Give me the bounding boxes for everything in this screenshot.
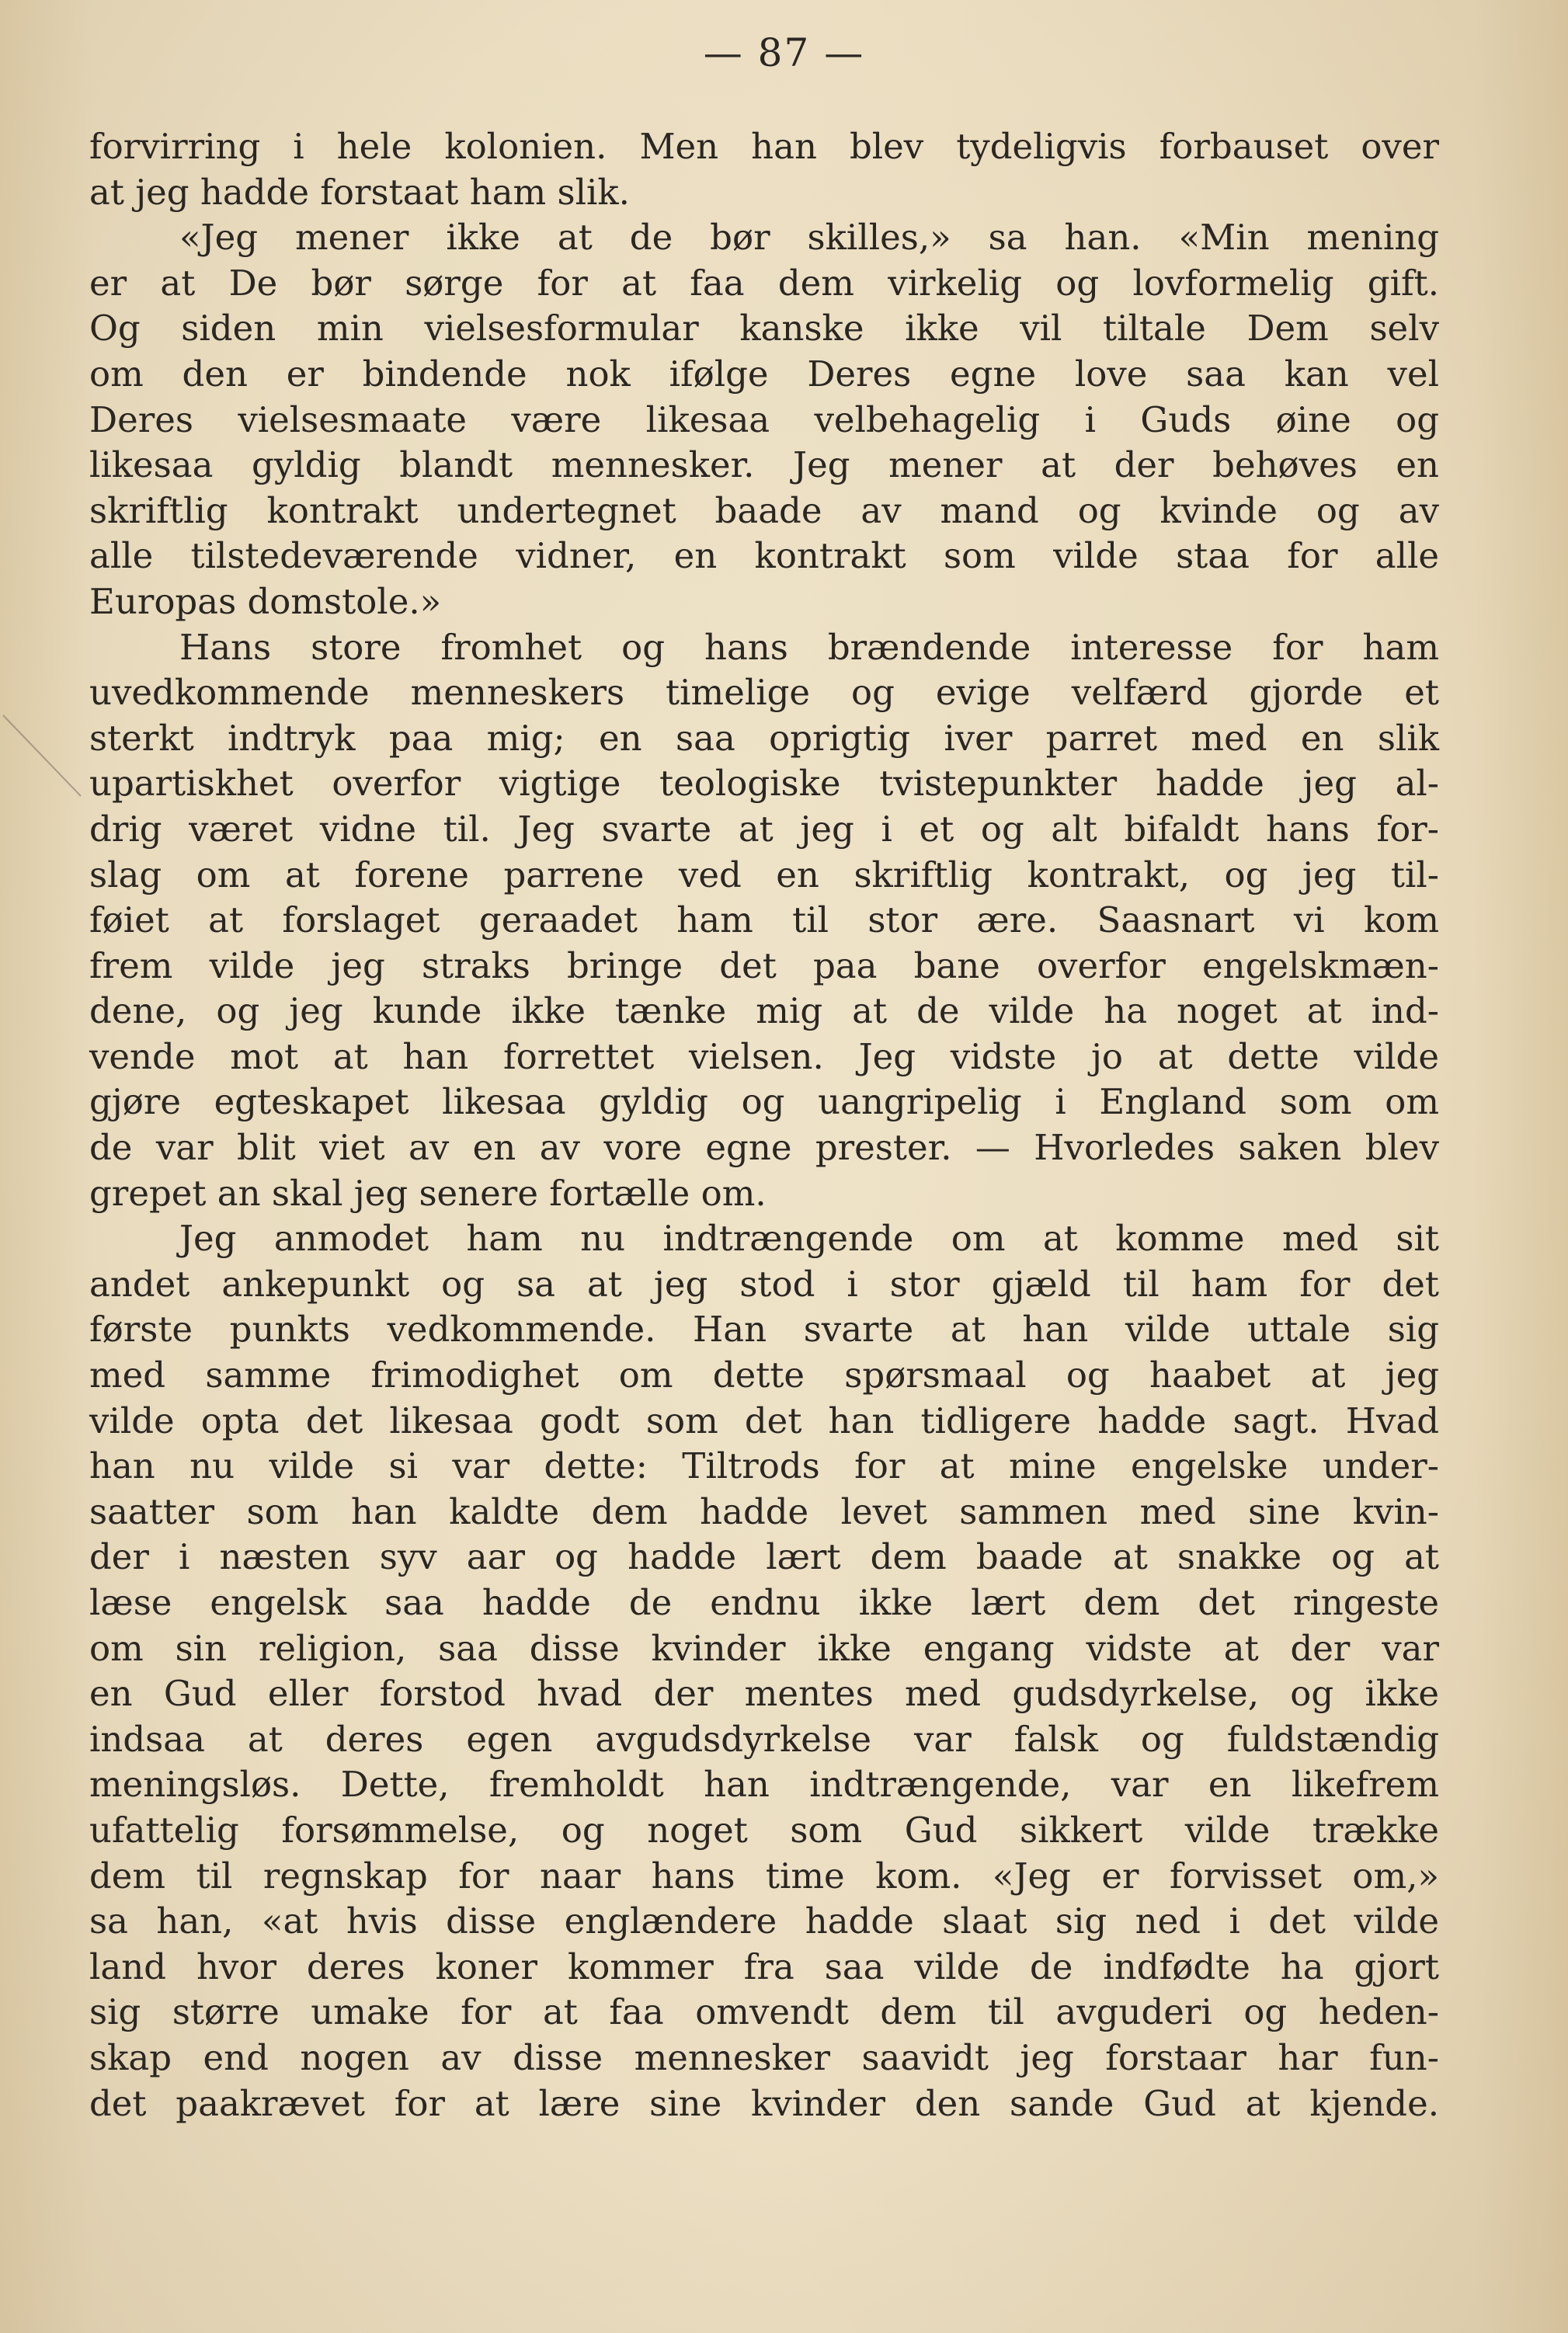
text-line: alle tilstedeværende vidner, en kontrakt som vilde staa for alle [89,535,1439,577]
text-line: gjøre egteskapet likesaa gyldig og uangripelig i England som om [89,1081,1439,1123]
text-line: andet ankepunkt og sa at jeg stod i stor gjæld til ham for det [89,1263,1439,1305]
text-line: vilde opta det likesaa godt som det han tidligere hadde sagt. Hvad [89,1399,1439,1441]
text-line: meningsløs. Dette, fremholdt han indtrængende, var en likefrem [89,1764,1439,1806]
text-line: land hvor deres koner kommer fra saa vilde de indfødte ha gjort [89,1945,1439,1987]
text-line: saatter som han kaldte dem hadde levet sammen med sine kvin- [89,1490,1439,1532]
text-line: slag om at forene parrene ved en skriftlig kontrakt, og jeg til- [89,854,1439,895]
text-line: han nu vilde si var dette: Tiltrods for at mine engelske under- [89,1445,1439,1487]
text-line: grepet an skal jeg senere fortælle om. [89,1172,767,1214]
text-line: sig større umake for at faa omvendt dem til avguderi og heden- [89,1991,1439,2033]
text-line: det paakrævet for at lære sine kvinder den sande Gud at kjende. [89,2082,1439,2124]
text-line: uvedkommende menneskers timelige og evige velfærd gjorde et [89,672,1439,714]
text-line: at jeg hadde forstaat ham slik. [89,171,630,213]
text-line: sa han, «at hvis disse englændere hadde slaat sig ned i det vilde [89,1900,1439,1942]
text-line: Deres vielsesmaate være likesaa velbehagelig i Guds øine og [89,398,1439,440]
text-line: skriftlig kontrakt undertegnet baade av mand og kvinde og av [89,489,1439,531]
text-line: Og siden min vielsesformular kanske ikke vil tiltale Dem selv [89,308,1439,349]
text-line: de var blit viet av en av vore egne prester. — Hvorledes saken blev [89,1127,1439,1169]
text-line: med samme frimodighet om dette spørsmaal og haabet at jeg [89,1354,1439,1396]
text-line: dem til regnskap for naar hans time kom. «Jeg er forvisset om,» [89,1855,1439,1897]
text-line: dene, og jeg kunde ikke tænke mig at de vilde ha noget at ind- [89,990,1439,1032]
text-line: læse engelsk saa hadde de endnu ikke lært dem det ringeste [89,1582,1439,1623]
text-line: Hans store fromhet og hans brændende interesse for ham [179,626,1439,668]
body-text [89,124,1439,2126]
text-line: vende mot at han forrettet vielsen. Jeg vidste jo at dette vilde [89,1035,1439,1077]
text-line: drig været vidne til. Jeg svarte at jeg i et og alt bifaldt hans for- [89,808,1439,850]
text-line: ufattelig forsømmelse, og noget som Gud sikkert vilde trække [89,1809,1439,1851]
text-line: skap end nogen av disse mennesker saavidt jeg forstaar har fun- [89,2036,1439,2078]
text-line: Europas domstole.» [89,580,442,622]
text-line: frem vilde jeg straks bringe det paa bane overfor engelskmæn- [89,944,1439,986]
text-line: Jeg anmodet ham nu indtrængende om at komme med sit [179,1218,1439,1260]
text-line: indsaa at deres egen avgudsdyrkelse var falsk og fuldstændig [89,1718,1439,1760]
text-line: føiet at forslaget geraadet ham til stor ære. Saasnart vi kom [89,899,1439,941]
text-line: «Jeg mener ikke at de bør skilles,» sa han. «Min mening [179,217,1439,259]
text-line: en Gud eller forstod hvad der mentes med gudsdyrkelse, og ikke [89,1673,1439,1715]
text-line: om den er bindende nok ifølge Deres egne love saa kan vel [89,353,1439,395]
text-line: der i næsten syv aar og hadde lært dem baade at snakke og at [89,1536,1439,1578]
text-line: er at De bør sørge for at faa dem virkelig og lovformelig gift. [89,262,1439,304]
text-line: første punkts vedkommende. Han svarte at han vilde uttale sig [89,1309,1439,1351]
text-line: om sin religion, saa disse kvinder ikke engang vidste at der var [89,1627,1439,1669]
text-line: forvirring i hele kolonien. Men han blev tydeligvis forbauset over [89,126,1439,167]
margin-pencil-stroke [0,711,93,804]
page-number: — 87 — [703,30,865,75]
text-line: likesaa gyldig blandt mennesker. Jeg mener at der behøves en [89,444,1439,486]
text-line: upartiskhet overfor vigtige teologiske tvistepunkter hadde jeg al- [89,763,1439,805]
text-line: sterkt indtryk paa mig; en saa oprigtig iver parret med en slik [89,717,1439,759]
